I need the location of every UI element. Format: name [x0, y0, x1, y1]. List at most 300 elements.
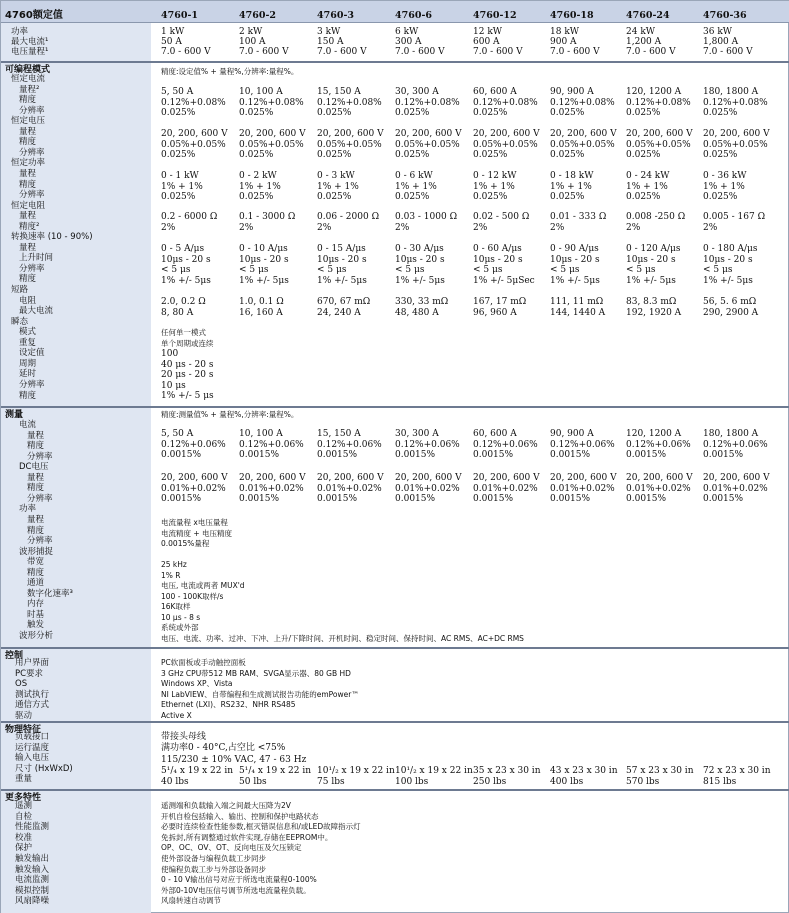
- rating-value: 900 A: [550, 37, 577, 47]
- meas-voltage-value: 20, 200, 600 V: [239, 473, 306, 483]
- control-value: Windows XP、Vista: [161, 679, 233, 688]
- feature-label: 性能监测: [15, 822, 50, 833]
- feature-label: 触发输入: [15, 864, 50, 875]
- rating-value: 100 A: [239, 37, 266, 47]
- cr-value: 2%: [239, 222, 254, 233]
- cp-value: 1% + 1%: [550, 181, 592, 192]
- measurement-label: 量程: [27, 430, 45, 441]
- dimension-value: 57 x 23 x 30 in: [626, 766, 694, 776]
- cc-value: 0.12%+0.08%: [161, 97, 226, 108]
- measurement-label: 精度: [27, 567, 45, 578]
- cp-value: 1% + 1%: [239, 181, 281, 192]
- control-section: [1, 647, 789, 649]
- control-label: OS: [15, 679, 28, 689]
- cc-value: 0.025%: [161, 108, 196, 118]
- rating-value: 1,200 A: [626, 37, 662, 47]
- meas-voltage-value: 20, 200, 600 V: [161, 473, 228, 483]
- cc-value: 0.12%+0.08%: [626, 97, 691, 108]
- meas-voltage-value: 0.01%+0.02%: [473, 483, 538, 494]
- rating-value: 7.0 - 600 V: [473, 47, 523, 57]
- short-value: 670, 67 mΩ: [317, 297, 371, 307]
- rating-value: 2 kW: [239, 27, 263, 37]
- feature-value: 免拆封,所有调整通过软件实现,存储在EEPROM中。: [161, 832, 333, 842]
- dimension-value: 10¹/₂ x 19 x 22 in: [395, 766, 473, 776]
- cp-value: 0 - 36 kW: [703, 171, 747, 181]
- transient-value: 1% +/- 5 μs: [161, 391, 214, 401]
- meas-voltage-value: 0.0015%: [317, 494, 358, 504]
- meas-current-value: 0.0015%: [239, 450, 280, 460]
- cv-value: 0.025%: [550, 150, 585, 160]
- cc-value: 0.025%: [626, 108, 661, 118]
- measurement-label: 内存: [27, 599, 45, 610]
- rating-label: 功率: [11, 27, 29, 37]
- meas-current-value: 5, 50 A: [161, 429, 194, 439]
- feature-value: 必要时连续检查性能参数,框灭错误信息和/或LED故障指示灯: [161, 822, 361, 832]
- model-header-7: 4760-24: [626, 10, 670, 21]
- short-value: 330, 33 mΩ: [395, 297, 449, 307]
- slew-value: < 5 μs: [703, 265, 733, 275]
- cr-value: 2%: [395, 222, 410, 233]
- slew-value: < 5 μs: [317, 265, 347, 275]
- programming-label: 设定值: [19, 348, 45, 359]
- table-title: 4760额定值: [5, 10, 63, 21]
- slew-value: 10μs - 20 s: [317, 254, 367, 265]
- model-header-6: 4760-18: [550, 10, 594, 21]
- short-value: 2.0, 0.2 Ω: [161, 297, 206, 307]
- rating-value: 150 A: [317, 37, 344, 47]
- meas-current-value: 0.12%+0.06%: [239, 439, 304, 450]
- physical-label: 运行温度: [15, 742, 50, 753]
- cc-value: 30, 300 A: [395, 87, 439, 97]
- dimension-value: 35 x 23 x 30 in: [473, 766, 541, 776]
- slew-value: 1% +/- 5μs: [550, 275, 600, 286]
- programming-label: 精度: [19, 137, 37, 148]
- cv-value: 0.025%: [317, 150, 352, 160]
- cv-value: 0.025%: [161, 150, 196, 160]
- meas-waveform-value: 电压、电流、功率、过冲、下冲、上升/下降时间、开机时间、稳定时间、保持时间、AC RMS、AC+DC RMS: [161, 633, 524, 643]
- weight-value: 50 lbs: [239, 777, 267, 787]
- meas-current-value: 0.0015%: [703, 450, 744, 460]
- cr-value: 0.008 -250 Ω: [626, 212, 686, 222]
- slew-value: 0 - 30 A/μs: [395, 244, 444, 254]
- programming-label: 模式: [19, 327, 37, 338]
- cp-value: 0.025%: [395, 192, 430, 202]
- meas-voltage-value: 0.0015%: [473, 494, 514, 504]
- cc-value: 0.025%: [703, 108, 738, 118]
- cv-value: 0.05%+0.05%: [626, 139, 691, 150]
- meas-current-value: 0.12%+0.06%: [626, 439, 691, 450]
- slew-value: 10μs - 20 s: [161, 254, 211, 265]
- slew-value: 1% +/- 5μs: [626, 275, 676, 286]
- physical-value: 满功率0 - 40°C,占空比 <75%: [161, 743, 286, 753]
- programming-label: 精度: [19, 390, 37, 401]
- cp-value: 0 - 3 kW: [317, 171, 355, 181]
- slew-value: < 5 μs: [473, 265, 503, 275]
- meas-waveform-value: 16K取样: [161, 602, 191, 611]
- programming-label: 精度: [19, 274, 37, 285]
- model-header-5: 4760-12: [473, 10, 517, 21]
- programming-note: 精度:设定值% + 量程%,分辨率:量程%。: [161, 67, 299, 76]
- slew-value: 1% +/- 5μSec: [473, 275, 535, 286]
- short-value: 111, 11 mΩ: [550, 297, 604, 307]
- programming-label: 分辨率: [19, 190, 45, 201]
- slew-value: < 5 μs: [161, 265, 191, 275]
- slew-value: 0 - 60 A/μs: [473, 244, 522, 254]
- meas-voltage-value: 20, 200, 600 V: [626, 473, 693, 483]
- meas-current-value: 0.12%+0.06%: [161, 439, 226, 450]
- meas-power-value: 电流精度 + 电压精度: [161, 528, 233, 538]
- short-value: 1.0, 0.1 Ω: [239, 297, 284, 307]
- measurement-label: 波形分析: [19, 631, 54, 641]
- weight-value: 250 lbs: [473, 777, 507, 787]
- rating-value: 7.0 - 600 V: [395, 47, 445, 57]
- slew-value: 1% +/- 5μs: [395, 275, 445, 286]
- feature-label: 遥测: [15, 801, 33, 811]
- cc-value: 60, 600 A: [473, 87, 517, 97]
- control-value: Ethernet (LXI)、RS232、NHR RS485: [161, 700, 296, 709]
- programming-label: 精度²: [19, 221, 40, 232]
- meas-current-value: 0.0015%: [161, 450, 202, 460]
- programming-label: 分辨率: [19, 263, 45, 274]
- cc-value: 0.12%+0.08%: [703, 97, 768, 108]
- cr-value: 2%: [626, 222, 641, 233]
- short-value: 192, 1920 A: [626, 307, 682, 318]
- meas-current-value: 30, 300 A: [395, 429, 439, 439]
- cv-value: 0.05%+0.05%: [317, 139, 382, 150]
- short-value: 96, 960 A: [473, 307, 517, 318]
- rating-value: 600 A: [473, 37, 500, 47]
- dimension-value: 10¹/₂ x 19 x 22 in: [317, 766, 395, 776]
- meas-current-value: 0.0015%: [473, 450, 514, 460]
- transient-value: 10 μs: [161, 380, 186, 391]
- programming-label: 短路: [11, 285, 29, 295]
- meas-current-value: 0.0015%: [626, 450, 667, 460]
- programming-label: 恒定电压: [11, 116, 46, 127]
- feature-value: 外部0-10V电压信号调节所选电流量程负载。: [161, 885, 311, 895]
- cv-value: 20, 200, 600 V: [317, 129, 384, 139]
- rating-label: 电压量程¹: [11, 47, 49, 57]
- slew-value: < 5 μs: [239, 265, 269, 275]
- slew-value: 0 - 90 A/μs: [550, 244, 599, 254]
- cp-value: 0 - 24 kW: [626, 171, 670, 181]
- transient-value: 40 μs - 20 s: [161, 359, 214, 370]
- meas-voltage-value: 0.01%+0.02%: [703, 483, 768, 494]
- dimension-value: 72 x 23 x 30 in: [703, 766, 771, 776]
- measurement-label: 精度: [27, 483, 45, 494]
- cc-value: 10, 100 A: [239, 87, 283, 97]
- cp-value: 1% + 1%: [161, 181, 203, 192]
- meas-waveform-value: 25 kHz: [161, 560, 187, 569]
- programming-label: 最大电流: [19, 306, 54, 317]
- short-value: 83, 8.3 mΩ: [626, 297, 677, 307]
- slew-value: < 5 μs: [395, 265, 425, 275]
- cv-value: 0.025%: [239, 150, 274, 160]
- rating-value: 1 kW: [161, 27, 185, 37]
- weight-value: 40 lbs: [161, 777, 189, 787]
- cc-value: 15, 150 A: [317, 87, 361, 97]
- measurement-label: 量程: [27, 514, 45, 525]
- model-header-8: 4760-36: [703, 10, 747, 21]
- slew-value: < 5 μs: [626, 265, 656, 275]
- feature-label: 校准: [15, 832, 33, 843]
- transient-value: 100: [161, 349, 179, 359]
- slew-value: 0 - 15 A/μs: [317, 244, 366, 254]
- measurement-label: 分辨率: [27, 451, 53, 462]
- transient-value: 20 μs - 20 s: [161, 370, 214, 380]
- cr-value: 0.03 - 1000 Ω: [395, 212, 458, 222]
- cp-value: 0.025%: [550, 192, 585, 202]
- measurement-section-title: 测量: [5, 410, 24, 420]
- cc-value: 0.12%+0.08%: [473, 97, 538, 108]
- rating-value: 1,800 A: [703, 37, 739, 47]
- rating-value: 36 kW: [703, 27, 733, 37]
- control-label: 驱动: [15, 710, 33, 721]
- programming-label: 分辨率: [19, 105, 45, 116]
- feature-label: 触发输出: [15, 854, 50, 864]
- slew-value: 1% +/- 5μs: [161, 275, 211, 286]
- meas-current-value: 0.12%+0.06%: [317, 439, 382, 450]
- model-header-4: 4760-6: [395, 10, 432, 21]
- meas-voltage-value: 0.01%+0.02%: [550, 483, 615, 494]
- programming-label: 恒定电阻: [11, 200, 46, 211]
- short-value: 56, 5. 6 mΩ: [703, 297, 757, 307]
- meas-current-value: 60, 600 A: [473, 429, 517, 439]
- cc-value: 0.025%: [395, 108, 430, 118]
- slew-value: < 5 μs: [550, 265, 580, 275]
- meas-voltage-value: 0.0015%: [550, 494, 591, 504]
- cv-value: 0.025%: [626, 150, 661, 160]
- meas-voltage-value: 20, 200, 600 V: [703, 473, 770, 483]
- meas-current-value: 0.12%+0.06%: [703, 439, 768, 450]
- cc-value: 0.12%+0.08%: [239, 97, 304, 108]
- cp-value: 0.025%: [239, 192, 274, 202]
- control-value: Active X: [161, 710, 192, 720]
- programming-label: 分辨率: [19, 379, 45, 390]
- cc-value: 90, 900 A: [550, 87, 594, 97]
- feature-value: 遥测端和负载输入端之间最大压降为2V: [161, 801, 291, 810]
- cv-value: 0.025%: [395, 150, 430, 160]
- short-value: 48, 480 A: [395, 307, 439, 318]
- slew-value: 10μs - 20 s: [703, 254, 753, 265]
- short-value: 167, 17 mΩ: [473, 297, 527, 307]
- meas-power-value: 电流量程 x电压量程: [161, 518, 228, 527]
- programming-label: 精度: [19, 179, 37, 190]
- dimension-value: 43 x 23 x 30 in: [550, 766, 618, 776]
- physical-label: 负载接口: [15, 732, 50, 742]
- dimension-value: 5¹/₄ x 19 x 22 in: [239, 766, 312, 776]
- measurement-label: DC电压: [19, 462, 49, 473]
- cc-value: 0.12%+0.08%: [317, 97, 382, 108]
- cp-value: 0 - 6 kW: [395, 171, 433, 181]
- cp-value: 0.025%: [703, 192, 738, 202]
- meas-current-value: 0.0015%: [317, 450, 358, 460]
- programming-label: 延时: [19, 369, 37, 380]
- cv-value: 20, 200, 600 V: [395, 129, 462, 139]
- physical-label: 输入电压: [15, 753, 50, 763]
- model-header-3: 4760-3: [317, 10, 354, 21]
- measurement-label: 时基: [27, 609, 45, 620]
- programming-label: 转换速率 (10 - 90%): [11, 232, 93, 243]
- short-value: 8, 80 A: [161, 307, 194, 318]
- programming-label: 精度: [19, 95, 37, 106]
- cp-value: 0.025%: [317, 192, 352, 202]
- cv-value: 0.05%+0.05%: [703, 139, 768, 150]
- control-label: 用户界面: [15, 658, 50, 668]
- cv-value: 0.05%+0.05%: [473, 139, 538, 150]
- measurement-label: 精度: [27, 441, 45, 452]
- meas-current-value: 0.12%+0.06%: [550, 439, 615, 450]
- meas-current-value: 0.12%+0.06%: [395, 439, 460, 450]
- weight-value: 815 lbs: [703, 777, 737, 787]
- feature-value: 0 - 10 V输出信号对应于所选电流量程0-100%: [161, 875, 317, 885]
- slew-value: 0 - 5 A/μs: [161, 244, 205, 254]
- meas-current-value: 15, 150 A: [317, 429, 361, 439]
- slew-value: 10μs - 20 s: [395, 254, 445, 265]
- measurement-label: 分辨率: [27, 493, 53, 504]
- dimension-value: 5¹/₄ x 19 x 22 in: [161, 766, 234, 776]
- programming-label: 恒定电流: [11, 74, 46, 84]
- rating-value: 7.0 - 600 V: [626, 47, 676, 57]
- meas-waveform-value: 10 μs - 8 s: [161, 612, 201, 622]
- meas-current-value: 90, 900 A: [550, 429, 594, 439]
- programming-label: 量程: [19, 168, 37, 179]
- weight-value: 75 lbs: [317, 777, 345, 787]
- cc-value: 120, 1200 A: [626, 87, 682, 97]
- measurement-label: 触发: [27, 620, 45, 631]
- cv-value: 20, 200, 600 V: [550, 129, 617, 139]
- meas-voltage-value: 20, 200, 600 V: [550, 473, 617, 483]
- slew-value: 0 - 10 A/μs: [239, 244, 288, 254]
- cp-value: 1% + 1%: [703, 181, 745, 192]
- cc-value: 5, 50 A: [161, 87, 194, 97]
- more-features-section-title: 更多特性: [5, 793, 42, 803]
- rating-value: 7.0 - 600 V: [703, 47, 753, 57]
- feature-value: 使编程负载工步与外部设备同步: [161, 864, 266, 874]
- cp-value: 1% + 1%: [626, 181, 668, 192]
- slew-value: 0 - 120 A/μs: [626, 244, 681, 254]
- cp-value: 0 - 12 kW: [473, 171, 517, 181]
- control-value: PC软面板或手动触控面板: [161, 658, 246, 667]
- cr-value: 0.01 - 333 Ω: [550, 212, 607, 222]
- meas-voltage-value: 20, 200, 600 V: [317, 473, 384, 483]
- rating-value: 12 kW: [473, 27, 503, 37]
- rating-value: 7.0 - 600 V: [317, 47, 367, 57]
- short-value: 24, 240 A: [317, 307, 361, 318]
- transient-value: 单个周期或连续: [161, 338, 214, 348]
- meas-power-value: 0.0015%量程: [161, 539, 210, 548]
- slew-value: 10μs - 20 s: [473, 254, 523, 265]
- cv-value: 0.05%+0.05%: [395, 139, 460, 150]
- cv-value: 20, 200, 600 V: [626, 129, 693, 139]
- meas-current-value: 0.0015%: [395, 450, 436, 460]
- cr-value: 2%: [161, 222, 176, 233]
- physical-label: 尺寸 (HxWxD): [15, 763, 73, 774]
- cc-value: 0.025%: [473, 108, 508, 118]
- meas-current-value: 0.0015%: [550, 450, 591, 460]
- programming-label: 量程: [19, 126, 37, 137]
- feature-label: 模拟控制: [15, 885, 50, 896]
- measurement-label: 波形捕捉: [19, 546, 54, 557]
- cc-value: 0.025%: [550, 108, 585, 118]
- cv-value: 20, 200, 600 V: [239, 129, 306, 139]
- measurement-label: 功率: [19, 504, 37, 515]
- programming-label: 重复: [19, 337, 37, 348]
- rating-value: 24 kW: [626, 27, 656, 37]
- cc-value: 0.025%: [317, 108, 352, 118]
- slew-value: 1% +/- 5μs: [239, 275, 289, 286]
- cp-value: 0 - 1 kW: [161, 171, 199, 181]
- rating-label: 最大电流¹: [11, 37, 49, 47]
- physical-section-title: 物理特征: [5, 725, 42, 735]
- weight-value: 100 lbs: [395, 777, 429, 787]
- short-value: 144, 1440 A: [550, 307, 606, 318]
- measurement-section: [1, 406, 789, 408]
- feature-label: 风扇降噪: [15, 896, 50, 907]
- meas-voltage-value: 0.01%+0.02%: [317, 483, 382, 494]
- feature-value: OP、OC、OV、OT、反向电压及欠压锁定: [161, 843, 302, 853]
- cv-value: 20, 200, 600 V: [473, 129, 540, 139]
- meas-voltage-value: 20, 200, 600 V: [473, 473, 540, 483]
- meas-voltage-value: 0.0015%: [239, 494, 280, 504]
- control-value: NI LabVIEW、自带编程和生成测试报告功能的emPower™: [161, 689, 359, 699]
- cr-value: 0.02 - 500 Ω: [473, 212, 530, 222]
- feature-label: 自检: [15, 811, 33, 822]
- model-header-2: 4760-2: [239, 10, 276, 21]
- meas-current-value: 10, 100 A: [239, 429, 283, 439]
- model-header-1: 4760-1: [161, 10, 198, 21]
- cc-value: 0.025%: [239, 108, 274, 118]
- programming-section-title: 可编程模式: [5, 65, 51, 75]
- cp-value: 0.025%: [626, 192, 661, 202]
- cv-value: 20, 200, 600 V: [161, 129, 228, 139]
- rating-value: 7.0 - 600 V: [161, 47, 211, 57]
- short-value: 290, 2900 A: [703, 307, 759, 318]
- meas-waveform-value: 电压, 电流或两者 MUX'd: [161, 581, 245, 590]
- programming-label: 量程: [19, 242, 37, 253]
- cc-value: 0.12%+0.08%: [550, 97, 615, 108]
- cp-value: 0.025%: [161, 192, 196, 202]
- control-label: 测试执行: [15, 689, 50, 700]
- transient-value: 任何单一模式: [161, 328, 206, 337]
- weight-value: 400 lbs: [550, 777, 584, 787]
- cr-value: 2%: [703, 222, 718, 233]
- cp-value: 0 - 2 kW: [239, 171, 277, 181]
- measurement-label: 带宽: [27, 557, 45, 568]
- programming-label: 量程²: [19, 84, 40, 95]
- cr-value: 0.1 - 3000 Ω: [239, 212, 296, 222]
- programming-label: 上升时间: [19, 253, 54, 264]
- programming-label: 量程: [19, 211, 37, 222]
- meas-voltage-value: 0.0015%: [161, 494, 202, 504]
- cr-value: 0.005 - 167 Ω: [703, 212, 766, 222]
- slew-value: 1% +/- 5μs: [703, 275, 753, 286]
- short-value: 16, 160 A: [239, 307, 283, 318]
- measurement-label: 通道: [27, 578, 45, 589]
- meas-voltage-value: 0.0015%: [703, 494, 744, 504]
- more-features-section: [1, 789, 789, 791]
- physical-section: [1, 721, 789, 723]
- cr-value: 2%: [550, 222, 565, 233]
- meas-voltage-value: 20, 200, 600 V: [395, 473, 462, 483]
- cv-value: 0.025%: [703, 150, 738, 160]
- measurement-label: 量程: [27, 472, 45, 483]
- rating-value: 7.0 - 600 V: [550, 47, 600, 57]
- cr-value: 2%: [473, 222, 488, 233]
- rating-value: 50 A: [161, 37, 182, 47]
- programming-label: 分辨率: [19, 147, 45, 158]
- programming-label: 周期: [19, 358, 37, 369]
- slew-value: 0 - 180 A/μs: [703, 244, 758, 254]
